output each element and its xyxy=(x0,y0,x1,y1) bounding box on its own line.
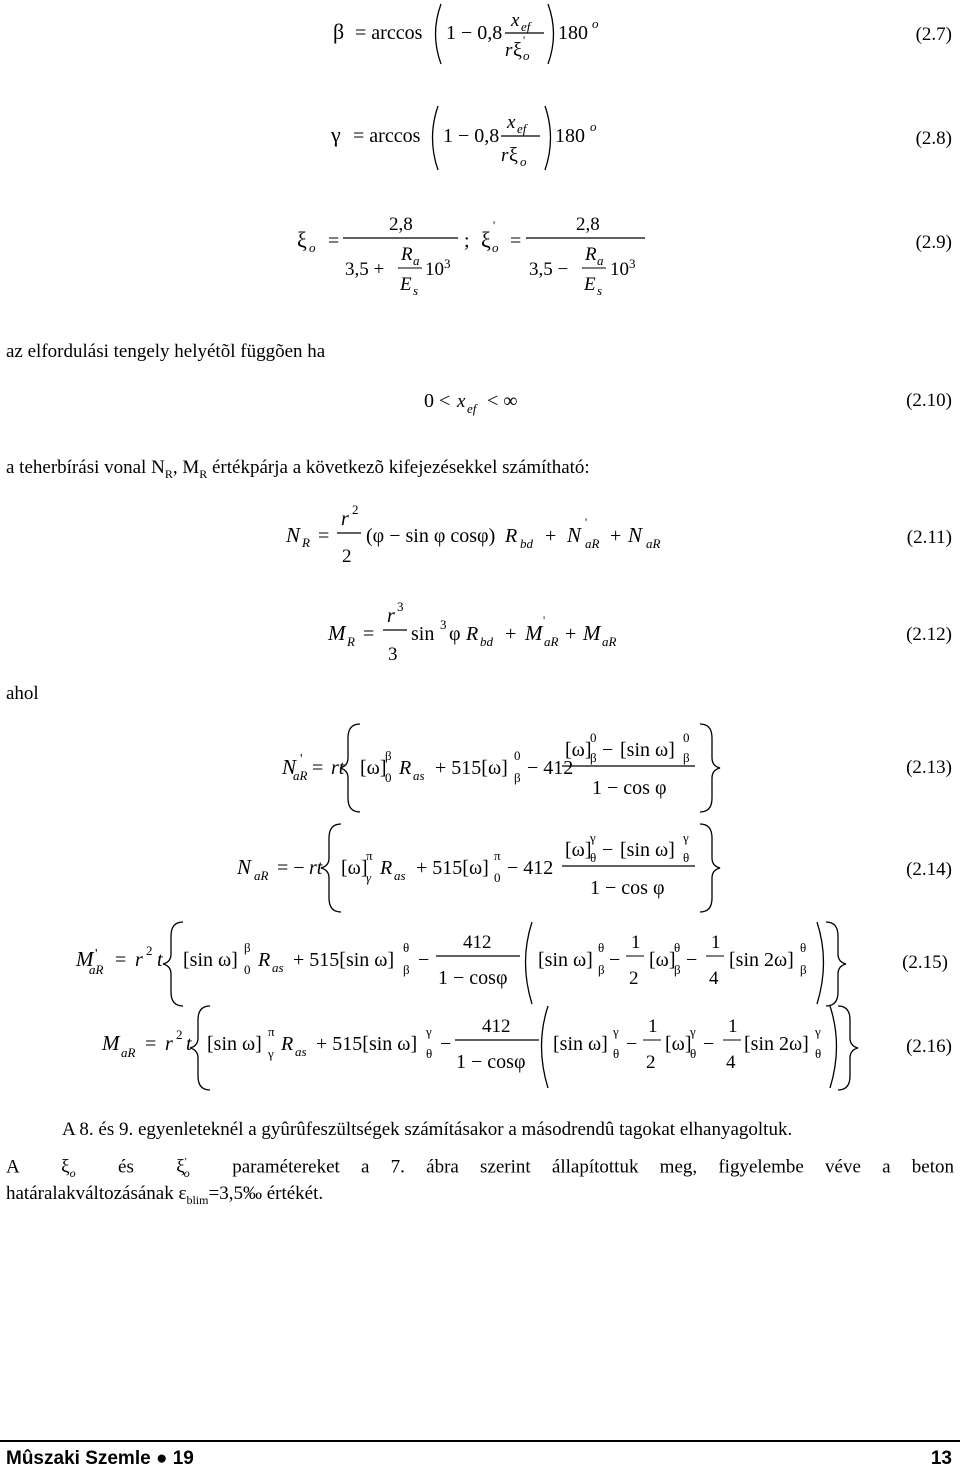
svg-text:(φ − sin φ cosφ): (φ − sin φ cosφ) xyxy=(366,525,496,547)
svg-text:1: 1 xyxy=(631,932,641,953)
svg-text:x: x xyxy=(511,10,520,31)
svg-text:π: π xyxy=(268,1024,275,1039)
svg-text:β: β xyxy=(514,770,521,785)
svg-text:': ' xyxy=(493,218,496,232)
svg-text:γ: γ xyxy=(590,830,596,845)
svg-text:x: x xyxy=(457,391,466,412)
svg-text:β: β xyxy=(674,962,681,977)
svg-text:< ∞: < ∞ xyxy=(487,390,518,412)
svg-text:as: as xyxy=(413,768,425,783)
footer-journal: Mûszaki Szemle ● 19 xyxy=(6,1448,194,1469)
svg-text:10: 10 xyxy=(610,259,629,280)
svg-text:o: o xyxy=(590,119,597,134)
svg-text:R: R xyxy=(347,634,355,649)
svg-text:− 412: − 412 xyxy=(527,757,574,779)
svg-text:412: 412 xyxy=(482,1016,511,1037)
svg-text:θ: θ xyxy=(590,850,597,865)
svg-text:2,8: 2,8 xyxy=(576,214,600,235)
svg-text:M: M xyxy=(76,947,94,971)
svg-text:3: 3 xyxy=(444,256,451,271)
svg-text:[sin ω]: [sin ω] xyxy=(620,739,675,761)
svg-text:o: o xyxy=(592,16,599,31)
svg-text:β: β xyxy=(385,748,392,763)
paragraph-ahol: ahol xyxy=(6,683,39,704)
svg-text:t: t xyxy=(157,949,163,971)
svg-text:3: 3 xyxy=(440,617,447,632)
svg-text:': ' xyxy=(95,947,98,962)
svg-text:bd: bd xyxy=(480,634,493,649)
svg-text:=: = xyxy=(145,1033,157,1055)
svg-text:−: − xyxy=(440,1033,452,1055)
svg-text:180: 180 xyxy=(555,125,585,147)
svg-text:ef: ef xyxy=(467,401,477,416)
svg-text:= −: = − xyxy=(277,857,305,879)
paragraph-note-3: határalakváltozásának $\varepsilon_{blim}=3,5‰$ értékét. xyxy=(6,1183,324,1207)
svg-text:aR: aR xyxy=(544,634,559,649)
svg-text:ef: ef xyxy=(521,19,531,34)
svg-text:R: R xyxy=(585,244,597,265)
svg-text:−: − xyxy=(418,949,430,971)
svg-text:θ: θ xyxy=(800,940,807,955)
equation-number: (2.13) xyxy=(906,757,952,778)
svg-text:aR: aR xyxy=(646,536,661,551)
svg-text:': ' xyxy=(585,515,588,529)
equation-2-14 xyxy=(0,818,960,918)
svg-text:π: π xyxy=(494,848,501,863)
svg-text:ξ: ξ xyxy=(481,227,491,252)
equation-2-10-formula xyxy=(0,380,960,430)
svg-text:s: s xyxy=(413,283,419,298)
equation-number: (2.7) xyxy=(915,24,952,45)
svg-text:10: 10 xyxy=(425,259,444,280)
svg-text:r: r xyxy=(165,1033,173,1055)
svg-text:=: = xyxy=(328,230,340,252)
svg-text:o: o xyxy=(309,240,316,255)
svg-text:γ: γ xyxy=(426,1024,432,1039)
svg-text:412: 412 xyxy=(463,932,492,953)
svg-text:o: o xyxy=(523,48,530,63)
svg-text:2: 2 xyxy=(646,1052,656,1073)
svg-text:x: x xyxy=(507,112,516,133)
equation-2-16-formula xyxy=(0,1000,960,1100)
svg-text:=: = xyxy=(510,230,522,252)
svg-text:β: β xyxy=(333,19,345,44)
svg-text:aR: aR xyxy=(585,536,600,551)
svg-text:R: R xyxy=(401,244,413,265)
svg-text:+: + xyxy=(610,525,622,547)
svg-text:as: as xyxy=(272,960,284,975)
svg-text:o: o xyxy=(520,154,527,169)
paragraph-note-2: A $\xi_o$ és $\xi'_o$ paramétereket a 7. ábra szerint állapítottuk meg, figyelembe véve a beton xyxy=(6,1156,954,1181)
svg-text:aR: aR xyxy=(293,768,308,783)
svg-text:1: 1 xyxy=(648,1016,658,1037)
equation-2-12 xyxy=(0,596,960,676)
equation-number: (2.12) xyxy=(906,624,952,645)
svg-text:+: + xyxy=(545,525,557,547)
svg-text:−: − xyxy=(686,949,698,971)
svg-text:−: − xyxy=(703,1033,715,1055)
svg-text:+ 515[ω]: + 515[ω] xyxy=(416,857,489,879)
page-footer xyxy=(6,1448,952,1470)
svg-text:2,8: 2,8 xyxy=(389,214,413,235)
equation-2-13-formula xyxy=(0,718,960,818)
svg-text:+ 515[sin ω]: + 515[sin ω] xyxy=(293,949,395,971)
svg-text:= arccos: = arccos xyxy=(355,22,423,44)
equation-2-7-formula xyxy=(0,0,960,70)
svg-text:1: 1 xyxy=(711,932,721,953)
svg-text:r: r xyxy=(341,508,349,530)
svg-text:β: β xyxy=(683,750,690,765)
svg-text:1 − cos φ: 1 − cos φ xyxy=(592,777,667,799)
svg-text:π: π xyxy=(366,848,373,863)
svg-text:aR: aR xyxy=(602,634,617,649)
svg-text:s: s xyxy=(597,283,603,298)
svg-text:N: N xyxy=(286,523,301,547)
svg-text:θ: θ xyxy=(683,850,690,865)
svg-text:aR: aR xyxy=(121,1045,136,1060)
svg-text:aR: aR xyxy=(89,962,104,977)
svg-text:3,5 +: 3,5 + xyxy=(345,259,385,280)
svg-text:E: E xyxy=(584,274,596,295)
svg-text:r: r xyxy=(505,40,513,61)
svg-text:θ: θ xyxy=(426,1046,433,1061)
equation-number: (2.8) xyxy=(915,128,952,149)
svg-text:[ω]: [ω] xyxy=(649,949,676,971)
svg-text:[sin ω]: [sin ω] xyxy=(207,1033,262,1055)
svg-text:[ω]: [ω] xyxy=(565,839,592,861)
svg-text:3: 3 xyxy=(397,599,404,614)
svg-text:β: β xyxy=(800,962,807,977)
svg-text:M: M xyxy=(102,1031,120,1055)
footer-page-number: 13 xyxy=(930,1448,952,1469)
svg-text:as: as xyxy=(295,1044,307,1059)
equation-2-14-formula xyxy=(0,818,960,918)
svg-text:θ: θ xyxy=(613,1046,620,1061)
svg-text:1 − cosφ: 1 − cosφ xyxy=(456,1051,526,1073)
equation-number: (2.16) xyxy=(906,1036,952,1057)
svg-text:θ: θ xyxy=(403,940,410,955)
svg-text:=: = xyxy=(363,623,375,645)
svg-text:ef: ef xyxy=(517,121,527,136)
svg-text:−: − xyxy=(626,1033,638,1055)
svg-text:θ: θ xyxy=(674,940,681,955)
svg-text:R: R xyxy=(380,857,393,879)
svg-text:0: 0 xyxy=(514,748,521,763)
svg-text:R: R xyxy=(466,623,479,645)
paragraph-note-1: A 8. és 9. egyenleteknél a gyûrûfeszültségek számításakor a másodrendû tagokat elhanyagoltuk. xyxy=(62,1119,793,1140)
svg-text:r: r xyxy=(135,949,143,971)
svg-text:M: M xyxy=(328,621,346,645)
svg-text:2: 2 xyxy=(352,502,359,517)
equation-2-11-formula xyxy=(0,500,960,580)
svg-text:': ' xyxy=(523,33,526,47)
paragraph-teherbiras: a teherbírási vonal $N_R$, $M_R$ értékpárja a következõ kifejezésekkel számítható: xyxy=(6,457,590,481)
svg-text:+ 515[ω]: + 515[ω] xyxy=(435,757,508,779)
svg-text:[sin 2ω]: [sin 2ω] xyxy=(729,949,794,971)
svg-text:[sin ω]: [sin ω] xyxy=(538,949,593,971)
svg-text:[sin 2ω]: [sin 2ω] xyxy=(744,1033,809,1055)
svg-text:φ: φ xyxy=(449,623,461,645)
svg-text:;: ; xyxy=(464,230,470,252)
svg-text:β: β xyxy=(598,962,605,977)
svg-text:ξ: ξ xyxy=(297,227,307,252)
svg-text:R: R xyxy=(302,535,310,550)
svg-text:sin: sin xyxy=(411,623,435,645)
equation-2-16 xyxy=(0,1000,960,1100)
svg-text:[sin ω]: [sin ω] xyxy=(183,949,238,971)
svg-text:[ω]: [ω] xyxy=(360,757,387,779)
svg-text:2: 2 xyxy=(629,968,639,989)
svg-text:0: 0 xyxy=(683,730,690,745)
svg-text:2: 2 xyxy=(342,546,352,567)
equation-number: (2.9) xyxy=(915,232,952,253)
svg-text:N: N xyxy=(628,523,643,547)
svg-text:a: a xyxy=(413,253,420,268)
equation-number: (2.10) xyxy=(906,390,952,411)
svg-text:r: r xyxy=(501,145,509,166)
equation-2-9-formula xyxy=(0,200,960,310)
svg-text:[ω]: [ω] xyxy=(565,739,592,761)
paragraph-elfordulas: az elfordulási tengely helyétõl függõen ha xyxy=(6,341,326,362)
svg-text:γ: γ xyxy=(331,122,341,147)
svg-text:aR: aR xyxy=(254,868,269,883)
svg-text:0: 0 xyxy=(244,962,251,977)
svg-text:2: 2 xyxy=(146,943,153,958)
svg-text:−: − xyxy=(602,739,614,761)
svg-text:− 412: − 412 xyxy=(507,857,554,879)
svg-text:γ: γ xyxy=(366,870,372,885)
svg-text:+: + xyxy=(565,623,577,645)
svg-text:N: N xyxy=(567,523,582,547)
svg-text:+: + xyxy=(505,623,517,645)
svg-text:γ: γ xyxy=(815,1024,821,1039)
svg-text:=: = xyxy=(318,525,330,547)
svg-text:180: 180 xyxy=(558,22,588,44)
svg-text:E: E xyxy=(400,274,412,295)
svg-text:R: R xyxy=(399,757,412,779)
svg-text:1 − 0,8: 1 − 0,8 xyxy=(443,125,500,147)
equation-2-12-formula xyxy=(0,596,960,676)
svg-text:1 − cos φ: 1 − cos φ xyxy=(590,877,665,899)
svg-text:ξ: ξ xyxy=(513,39,522,61)
svg-text:=: = xyxy=(312,757,324,779)
svg-text:rt: rt xyxy=(331,757,345,779)
svg-text:ξ: ξ xyxy=(509,144,518,166)
svg-text:β: β xyxy=(244,940,251,955)
equation-2-8-formula xyxy=(0,100,960,180)
svg-text:a: a xyxy=(597,253,604,268)
svg-text:1 − cosφ: 1 − cosφ xyxy=(438,967,508,989)
svg-text:R: R xyxy=(505,525,518,547)
svg-text:γ: γ xyxy=(690,1024,696,1039)
svg-text:N: N xyxy=(237,855,252,879)
svg-text:M: M xyxy=(525,621,543,645)
equation-2-7 xyxy=(0,0,960,70)
svg-text:o: o xyxy=(492,240,499,255)
svg-text:−: − xyxy=(609,949,621,971)
svg-text:3,5 −: 3,5 − xyxy=(529,259,569,280)
svg-text:R: R xyxy=(281,1033,294,1055)
svg-text:[ω]: [ω] xyxy=(341,857,368,879)
svg-text:1: 1 xyxy=(728,1016,738,1037)
equation-2-8 xyxy=(0,100,960,180)
svg-text:1 − 0,8: 1 − 0,8 xyxy=(446,22,503,44)
svg-text:3: 3 xyxy=(629,256,636,271)
svg-text:R: R xyxy=(258,949,271,971)
equation-number: (2.14) xyxy=(906,859,952,880)
svg-text:M: M xyxy=(583,621,601,645)
equation-number: (2.11) xyxy=(906,527,952,548)
svg-text:': ' xyxy=(300,752,303,767)
svg-text:0 <: 0 < xyxy=(424,390,451,412)
svg-text:[sin ω]: [sin ω] xyxy=(553,1033,608,1055)
svg-text:': ' xyxy=(543,613,546,627)
svg-text:β: β xyxy=(403,962,410,977)
equation-2-10 xyxy=(0,380,960,430)
equation-2-13 xyxy=(0,718,960,818)
svg-text:bd: bd xyxy=(520,536,533,551)
svg-text:rt: rt xyxy=(309,857,323,879)
equation-number: (2.15) xyxy=(902,952,948,973)
svg-text:as: as xyxy=(394,868,406,883)
svg-text:γ: γ xyxy=(613,1024,619,1039)
equation-2-9 xyxy=(0,200,960,310)
svg-text:−: − xyxy=(602,839,614,861)
svg-text:0: 0 xyxy=(494,870,501,885)
svg-text:=: = xyxy=(115,949,127,971)
svg-text:γ: γ xyxy=(683,830,689,845)
svg-text:0: 0 xyxy=(590,730,597,745)
svg-text:t: t xyxy=(186,1033,192,1055)
svg-text:θ: θ xyxy=(690,1046,697,1061)
svg-text:4: 4 xyxy=(726,1052,736,1073)
svg-text:= arccos: = arccos xyxy=(353,125,421,147)
footer-rule xyxy=(0,1440,960,1442)
svg-text:[sin ω]: [sin ω] xyxy=(620,839,675,861)
equation-2-11 xyxy=(0,500,960,580)
svg-text:2: 2 xyxy=(176,1027,183,1042)
svg-text:γ: γ xyxy=(268,1046,274,1061)
svg-text:β: β xyxy=(590,750,597,765)
svg-text:r: r xyxy=(387,605,395,627)
svg-text:θ: θ xyxy=(598,940,605,955)
svg-text:3: 3 xyxy=(388,644,398,665)
svg-text:+ 515[sin ω]: + 515[sin ω] xyxy=(316,1033,418,1055)
svg-text:θ: θ xyxy=(815,1046,822,1061)
svg-text:0: 0 xyxy=(385,770,392,785)
svg-text:[ω]: [ω] xyxy=(665,1033,692,1055)
svg-text:4: 4 xyxy=(709,968,719,989)
svg-text:N: N xyxy=(282,755,297,779)
